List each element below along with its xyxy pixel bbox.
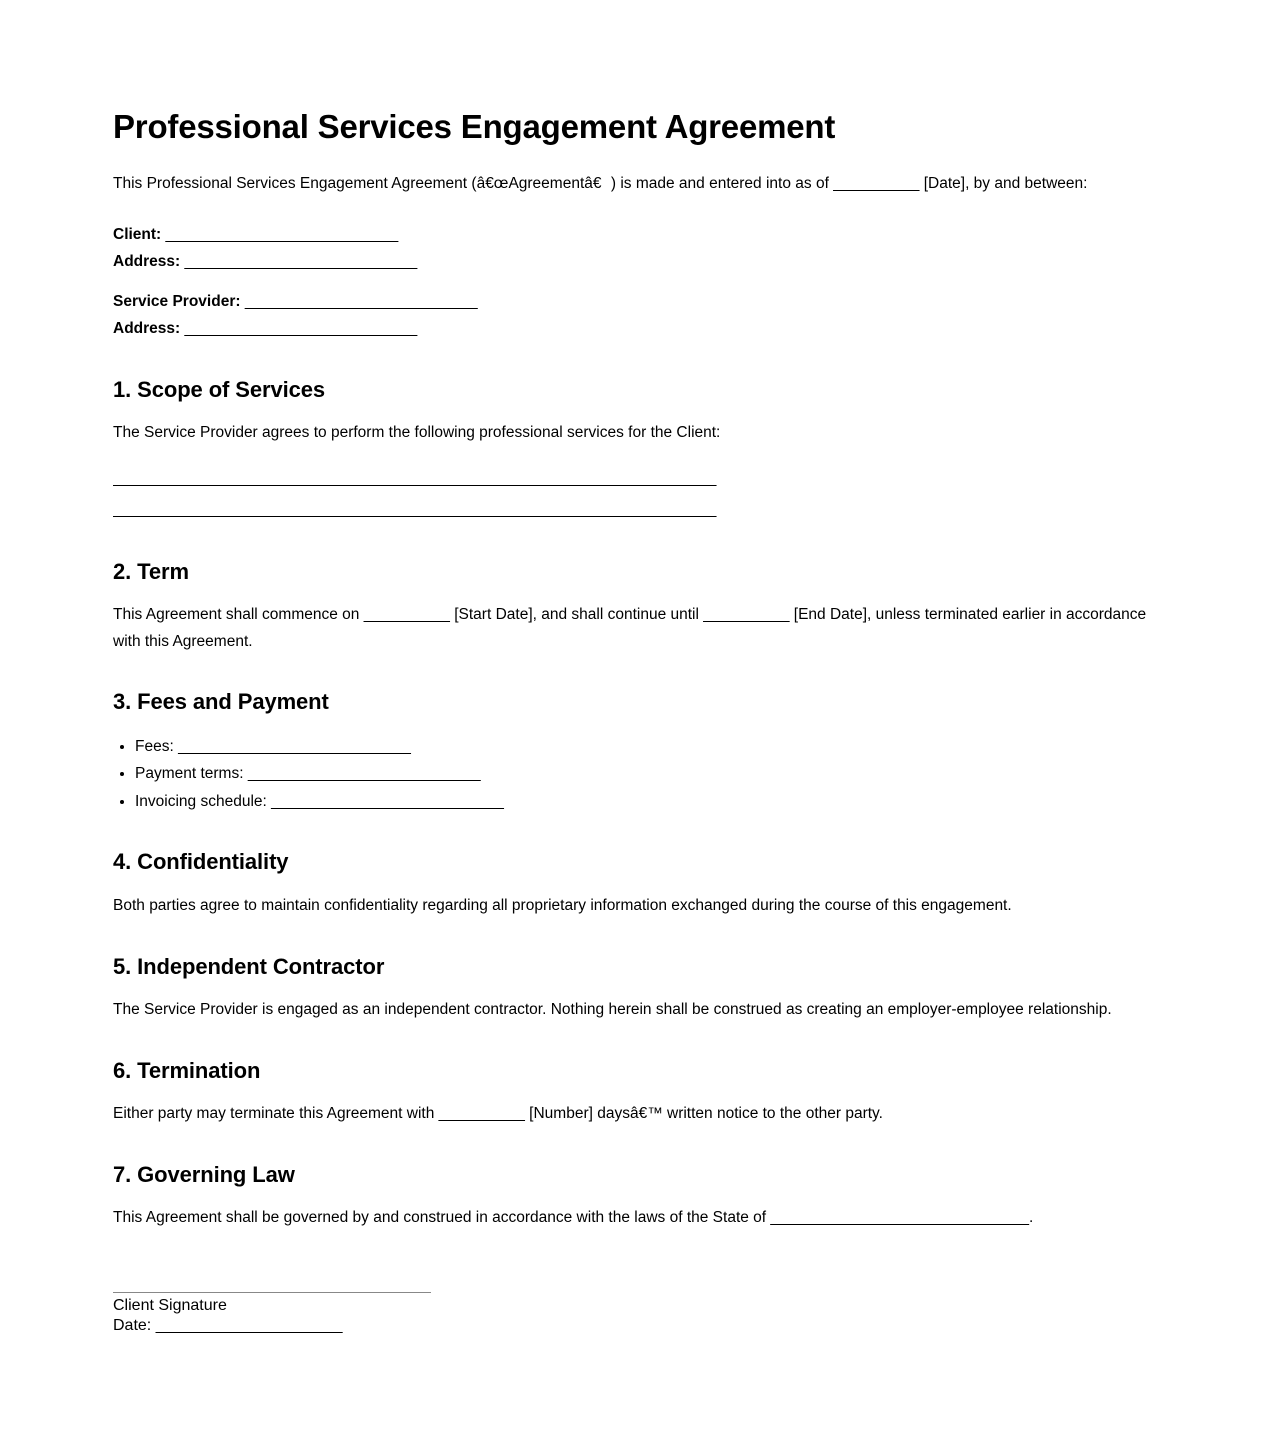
section-body-termination	[113, 1101, 1150, 1128]
intro-date-blank[interactable]: __________	[833, 174, 920, 192]
fees-label: Fees:	[135, 737, 179, 755]
signature-date-field	[113, 1316, 1150, 1336]
fees-blank[interactable]: ___________________________	[178, 737, 411, 755]
termination-text-2: [Number] daysâ€™ written notice to the other party.	[524, 1104, 883, 1122]
party-field-provider-address	[113, 316, 1150, 343]
party-label-client: Client:	[113, 225, 162, 243]
section-heading-confidentiality: 4. Confidentiality	[113, 849, 289, 875]
governing-law-text-1: This Agreement shall be governed by and construed in accordance with the laws of the State of	[113, 1208, 771, 1226]
party-blank-client[interactable]: ___________________________	[165, 225, 399, 243]
party-field-client	[113, 222, 1150, 249]
page-title: Professional Services Engagement Agreement	[113, 108, 836, 145]
party-blank-service-provider[interactable]: ___________________________	[244, 293, 478, 311]
invoicing-schedule-label: Invoicing schedule:	[135, 792, 272, 810]
section-scope-of-services	[113, 377, 1150, 525]
section-governing-law	[113, 1162, 1150, 1232]
list-item	[135, 733, 1150, 761]
section-termination	[113, 1058, 1150, 1128]
section-independent-contractor	[113, 954, 1150, 1024]
section-confidentiality	[113, 849, 1150, 919]
party-blank-provider-address[interactable]: ___________________________	[184, 319, 418, 337]
section-heading-term: 2. Term	[113, 558, 189, 584]
section-heading-governing-law: 7. Governing Law	[113, 1161, 295, 1187]
term-text-1: This Agreement shall commence on	[113, 606, 364, 624]
party-spacer	[113, 275, 1150, 289]
governing-law-text-2: .	[1029, 1208, 1034, 1226]
scope-blank-line-2[interactable]: ______________________________________________________________________	[113, 500, 717, 518]
intro-text-before: This Professional Services Engagement Agreement (â€œAgreementâ€) is made and entered into as of	[113, 174, 834, 192]
term-start-date-blank[interactable]: __________	[363, 606, 450, 624]
section-heading-fees: 3. Fees and Payment	[113, 689, 329, 715]
termination-notice-blank[interactable]: __________	[438, 1104, 525, 1122]
section-body-scope: The Service Provider agrees to perform the following professional services for the Client:	[113, 423, 721, 441]
section-heading-independent-contractor: 5. Independent Contractor	[113, 953, 385, 979]
party-blank-client-address[interactable]: ___________________________	[184, 252, 418, 270]
payment-terms-label: Payment terms:	[135, 765, 248, 783]
governing-law-state-blank[interactable]: ______________________________	[770, 1208, 1030, 1226]
invoicing-schedule-blank[interactable]: ___________________________	[271, 792, 504, 810]
party-label-service-provider: Service Provider:	[113, 293, 241, 311]
term-text-2: [Start Date], and shall continue until	[449, 606, 704, 624]
fees-list	[113, 733, 1150, 816]
signature-date-label: Date:	[113, 1317, 156, 1335]
term-text-3: [End Date], unless terminated earlier in accordance with this Agreement.	[113, 606, 1147, 650]
section-fees-and-payment	[113, 689, 1150, 815]
signature-date-blank[interactable]: _____________________	[155, 1317, 343, 1335]
party-field-client-address	[113, 249, 1150, 276]
signature-label: Client Signature	[113, 1296, 227, 1314]
party-label-provider-address: Address:	[113, 319, 181, 337]
list-item	[135, 788, 1150, 816]
section-heading-termination: 6. Termination	[113, 1057, 261, 1083]
scope-blank-line-1[interactable]: ______________________________________________________________________	[113, 469, 717, 487]
term-end-date-blank[interactable]: __________	[703, 606, 790, 624]
section-body-confidentiality: Both parties agree to maintain confidentiality regarding all proprietary information exchanged during the course of this engagement.	[113, 896, 1012, 914]
parties-block	[113, 222, 1150, 343]
list-item	[135, 760, 1150, 788]
scope-blank-lines	[113, 463, 1150, 525]
intro-text-after: [Date], by and between:	[919, 174, 1088, 192]
payment-terms-blank[interactable]: ___________________________	[247, 765, 481, 783]
section-body-term	[113, 602, 1150, 655]
section-body-governing-law	[113, 1205, 1150, 1232]
termination-text-1: Either party may terminate this Agreement with	[113, 1104, 439, 1122]
intro-paragraph	[113, 172, 1150, 196]
signature-block	[113, 1292, 1150, 1337]
party-field-service-provider	[113, 289, 1150, 316]
signature-line[interactable]	[113, 1292, 431, 1293]
section-body-independent-contractor: The Service Provider is engaged as an independent contractor. Nothing herein shall be construed as creating an employer-employee relationship.	[113, 1000, 1112, 1018]
section-term	[113, 559, 1150, 656]
party-label-client-address: Address:	[113, 252, 181, 270]
section-heading-scope: 1. Scope of Services	[113, 376, 325, 402]
